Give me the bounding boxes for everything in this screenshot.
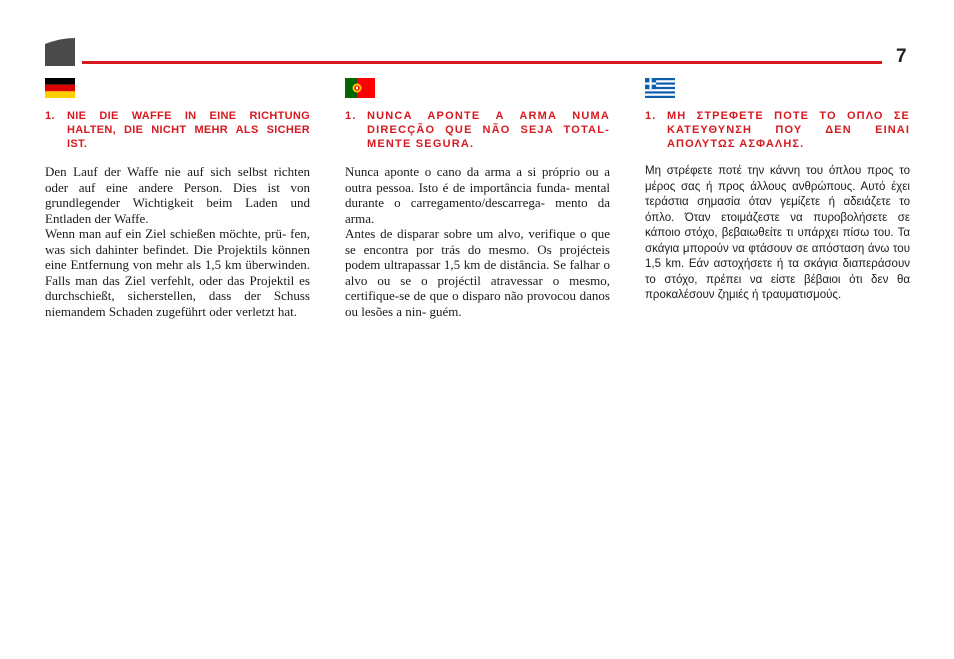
- body-text: [45, 164, 310, 319]
- heading-text: NUNCA APONTE A ARMA NUMA DIRECÇÃO QUE NÃO SEJA TOTAL- MENTE SEGURA.: [367, 110, 610, 150]
- section-german: [45, 78, 310, 319]
- paragraph: Den Lauf der Waffe nie auf sich selbst richten oder auf eine andere Person. Dies ist von grundlegender Wichtigkeit beim Laden und Entladen der Waffe.: [45, 164, 310, 226]
- heading-number: 1.: [345, 110, 357, 122]
- paragraph: Nunca aponte o cano da arma a si próprio ou a outra pessoa. Isto é de importância funda- mental durante o carregamento/descarrega- mento da arma.: [345, 164, 610, 226]
- header-rule: [82, 61, 882, 64]
- section-heading: [645, 109, 910, 151]
- heading-number: 1.: [45, 110, 55, 122]
- chapter-tab-icon: [45, 38, 75, 66]
- page-number: 7: [896, 46, 907, 67]
- paragraph: Μη στρέφετε ποτέ την κάννη του όπλου προς το μέρος σας ή προς άλλους ανθρώπους. Αυτό έχει τεράστια σημασία όταν γεμίζετε ή αδειάζετε το όπλο. Όταν ετοιμάζεστε να πυροβολήσετε σε κάποιο στόχο, βεβαιωθείτε τι υπάρχει πίσω του. Τα σκάγια μπορούν να φτάσουν σε απόσταση άνω του 1,5 km. Εάν αστοχήσετε ή τα σκάγια διαπεράσουν το στόχο, πρέπει να είστε βέβαιοι ότι δεν θα προκαλέσουν ζημιές ή τραυματισμούς.: [645, 165, 910, 301]
- heading-number: 1.: [645, 110, 657, 122]
- germany-flag-icon: [45, 78, 75, 98]
- section-heading: [345, 109, 610, 151]
- portugal-flag-icon: [345, 78, 375, 98]
- heading-text: NIE DIE WAFFE IN EINE RICHTUNG HALTEN, DIE NICHT MEHR ALS SICHER IST.: [67, 110, 310, 150]
- body-text: [645, 164, 910, 304]
- paragraph: Antes de disparar sobre um alvo, verifique o que se encontra por trás do mesmo. Os projécteis podem ultrapassar 1,5 km de distância. Se falhar o alvo ou se o projéctil atravessar o mesmo, certifique-se de que o disparo não provocou danos ou lesões a nin- guém.: [345, 226, 610, 319]
- heading-text: ΜΗ ΣΤΡΕΦΕΤΕ ΠΟΤΕ ΤΟ ΟΠΛΟ ΣΕ ΚΑΤΕΥΘΥΝΣΗ ΠΟΥ ΔΕΝ ΕΙΝΑΙ ΑΠΟΛΥΤΩΣ ΑΣΦΑΛΗΣ.: [667, 110, 910, 150]
- body-text: [345, 164, 610, 319]
- section-greek: [645, 78, 910, 304]
- section-portuguese: [345, 78, 610, 319]
- section-heading: [45, 109, 310, 151]
- paragraph: Wenn man auf ein Ziel schießen möchte, prü- fen, was sich dahinter befindet. Die Projektils können eine Entfernung von mehr als 1,5 km überwinden. Falls man das Ziel verfehlt, oder das Projektil es durchschießt, sicherstellen, dass der Schuss niemandem Schaden zugeführt oder verletzt hat.: [45, 226, 310, 319]
- greece-flag-icon: [645, 78, 675, 98]
